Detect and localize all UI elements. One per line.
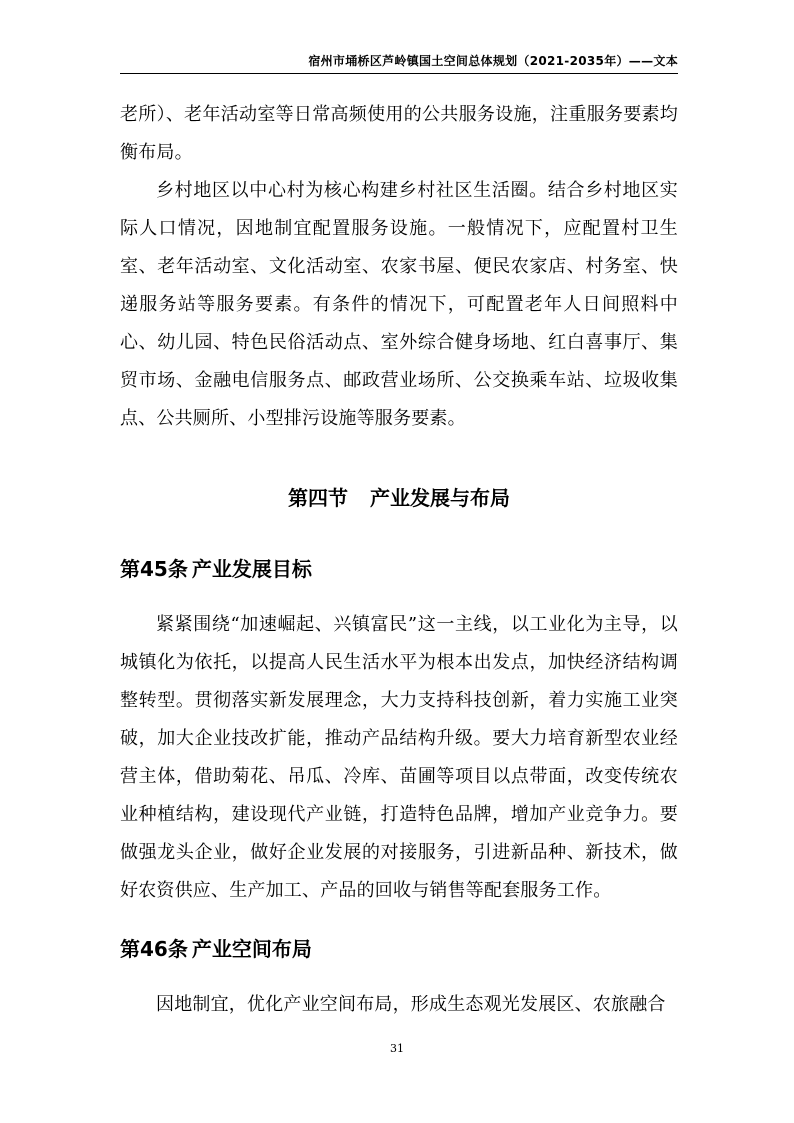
page-number: 31 bbox=[390, 1042, 404, 1055]
article-46-body: 因地制宜，优化产业空间布局，形成生态观光发展区、农旅融合 bbox=[156, 994, 666, 1015]
section-title: 产业发展与布局 bbox=[370, 486, 510, 510]
article-45-body: 紧紧围绕“加速崛起、兴镇富民”这一主线，以工业化为主导，以城镇化为依托，以提高人民生活水平为根本出发点，加快经济结构调整转型。贯彻落实新发展理念，大力支持科技创新，着力实施工业突破，加大企业技改扩能，推动产品结构升级。要大力培育新型农业经营主体，借助菊花、吊瓜、冷库、苗圃等项目以点带面，改变传统农业种植结构，建设现代产业链，打造特色品牌，增加产业竞争力。要做强龙头企业，做好企业发展的对接服务，引进新品种、新技术，做好农资供应、生产加工、产品的回收与销售等配套服务工作。 bbox=[120, 614, 678, 901]
article-46-heading bbox=[120, 926, 678, 972]
paragraph-continued: 老所）、老年活动室等日常高频使用的公共服务设施，注重服务要素均衡布局。 bbox=[120, 104, 678, 163]
article-45-title: 产业发展目标 bbox=[191, 557, 312, 581]
section-number: 第四节 bbox=[288, 486, 348, 510]
article-45-number: 第45条 bbox=[120, 557, 188, 581]
page-content bbox=[120, 96, 678, 1024]
section-heading bbox=[120, 472, 678, 524]
article-46-number: 第46条 bbox=[120, 937, 188, 961]
paragraph-rural-life-circle: 乡村地区以中心村为核心构建乡村社区生活圈。结合乡村地区实际人口情况，因地制宜配置服务设施。一般情况下，应配置村卫生室、老年活动室、文化活动室、农家书屋、便民农家店、村务室、快递服务站等服务要素。有条件的情况下，可配置老年人日间照料中心、幼儿园、特色民俗活动点、室外综合健身场地、红白喜事厅、集贸市场、金融电信服务点、邮政营业场所、公交换乘车站、垃圾收集点、公共厕所、小型排污设施等服务要素。 bbox=[120, 180, 678, 429]
article-45-heading bbox=[120, 546, 678, 592]
article-46-title: 产业空间布局 bbox=[191, 937, 312, 961]
running-header: 宿州市埇桥区芦岭镇国土空间总体规划（2021-2035年）——文本 bbox=[308, 54, 678, 68]
header-rule bbox=[120, 73, 678, 74]
